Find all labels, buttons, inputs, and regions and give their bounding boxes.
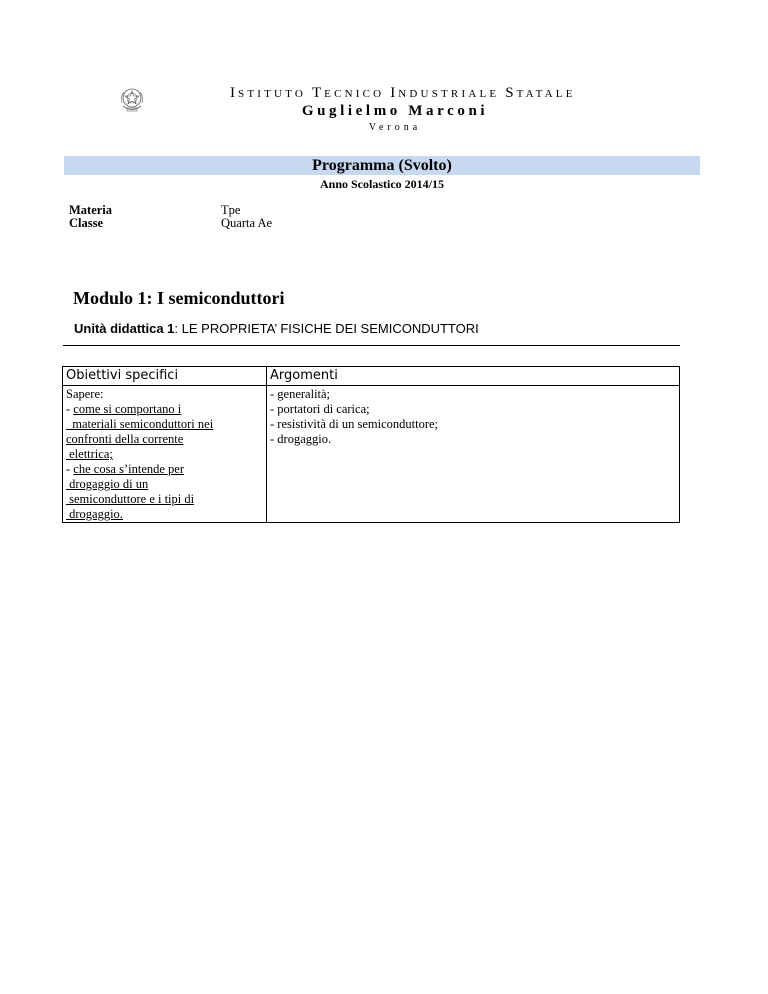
objective-line: drogaggio di un (66, 477, 149, 491)
table-row (63, 386, 680, 523)
topic-line: - portatori di carica; (270, 402, 370, 416)
course-meta (69, 204, 272, 230)
institute-name-w2-rest: ECNICO (324, 88, 385, 100)
unit-title (74, 321, 479, 336)
objective-line: semiconduttore e i tipi di (66, 492, 195, 506)
institute-city: Verona (368, 122, 422, 133)
program-table (62, 366, 680, 523)
institute-name-w1-rest: STITUTO (238, 88, 307, 100)
objective-line: - come si comportano i (66, 402, 182, 416)
unit-divider (63, 345, 680, 346)
school-year: Anno Scolastico 2014/15 (319, 177, 444, 191)
objective-line: - che cosa s’intende per (66, 462, 185, 476)
class-value: Quarta Ae (221, 216, 273, 230)
objective-line: materiali semiconduttori nei (66, 417, 214, 431)
objective-line: confronti della corrente (66, 432, 184, 446)
institute-name (230, 85, 576, 102)
institute-name-w3-initial: I (390, 85, 399, 101)
topic-line: - generalità; (270, 387, 331, 401)
institute-name-w4-rest: TATALE (516, 88, 576, 100)
topics-cell (267, 386, 680, 523)
program-title: Programma (Svolto) (64, 156, 700, 175)
unit-name: : LE PROPRIETA’ FISICHE DEI SEMICONDUTTORI (174, 321, 479, 336)
class-label: Classe (69, 216, 104, 230)
unit-label: Unità didattica 1 (74, 321, 175, 336)
topic-line: - drogaggio. (270, 432, 332, 446)
objectives-header: Obiettivi specifici (63, 367, 267, 386)
institute-name-w4-initial: S (505, 85, 517, 101)
institute-name-w3-rest: NDUSTRIALE (398, 88, 500, 100)
topics-header: Argomenti (267, 367, 680, 386)
institute-subname: Guglielmo Marconi (301, 103, 489, 119)
table-header-row (63, 367, 680, 386)
objectives-cell (63, 386, 267, 523)
objective-line: elettrica; (66, 447, 113, 461)
module-title: Modulo 1: I semiconduttori (73, 288, 285, 308)
institute-name-w2-initial: T (311, 85, 325, 101)
topic-line: - resistività di un semiconduttore; (270, 417, 439, 431)
subject-value: Tpe (221, 203, 241, 217)
objective-line: Sapere: (66, 387, 104, 401)
class-row (69, 217, 272, 230)
objective-line: drogaggio. (66, 507, 123, 521)
subject-label: Materia (69, 203, 113, 217)
institute-name-w1-initial: I (230, 85, 238, 101)
